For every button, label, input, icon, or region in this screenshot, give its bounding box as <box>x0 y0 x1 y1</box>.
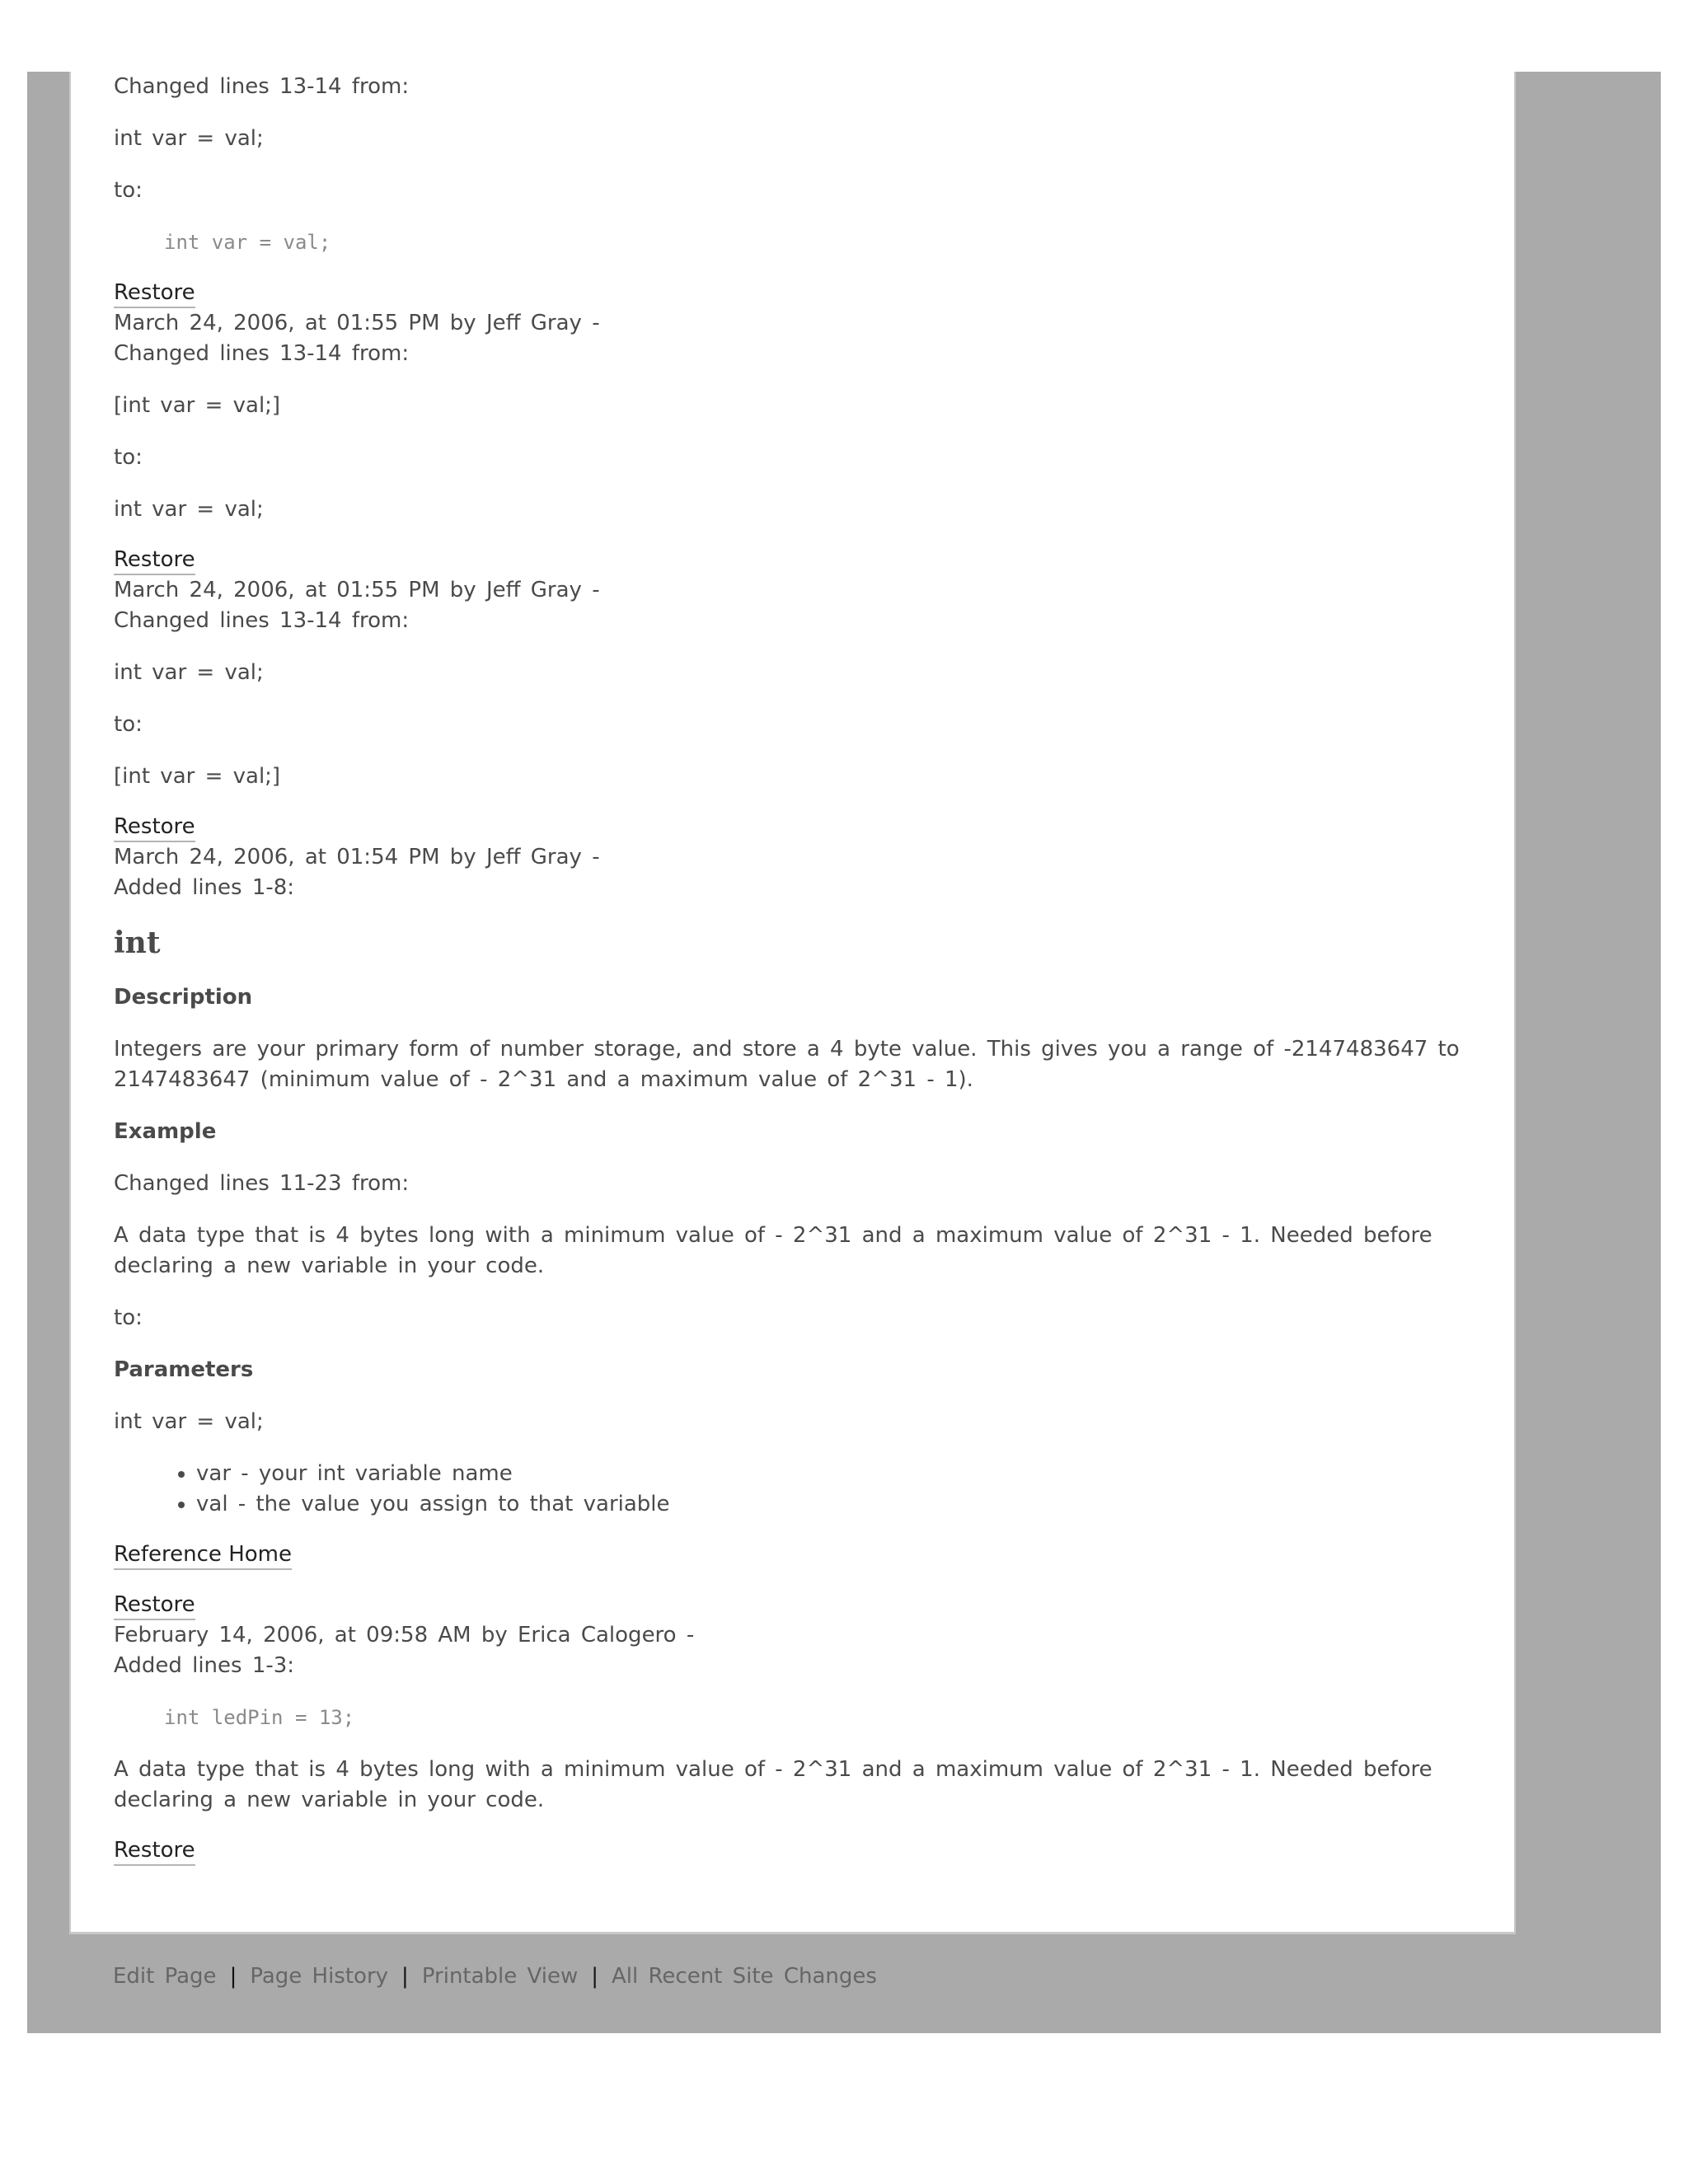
diff-from: int var = val; <box>114 660 264 685</box>
footer-separator: | <box>401 1964 409 1989</box>
entry-meta: March 24, 2006, at 01:55 PM by Jeff Gray - <box>114 311 600 335</box>
diff-to-label: to: <box>114 178 143 203</box>
description-heading: Description <box>114 985 253 1010</box>
entry-meta: March 24, 2006, at 01:55 PM by Jeff Gray - <box>114 578 600 602</box>
body-text: A data type that is 4 bytes long with a minimum value of - 2^31 and a maximum value of 2^31 - 1. Needed before declaring a new variable in your code. <box>114 1757 1432 1812</box>
restore-link[interactable]: Restore <box>114 279 195 308</box>
change-summary: Changed lines 13-14 from: <box>114 608 410 633</box>
list-item: • val - the value you assign to that variable <box>196 1489 1482 1520</box>
recent-changes-link[interactable]: All Recent Site Changes <box>612 1964 877 1989</box>
footer-links <box>113 1961 877 1992</box>
printable-view-link[interactable]: Printable View <box>421 1964 579 1989</box>
footer-separator: | <box>591 1964 599 1989</box>
reference-home-link[interactable]: Reference Home <box>114 1541 292 1570</box>
parameters-heading: Parameters <box>114 1357 254 1382</box>
history-entry <box>114 842 1482 1620</box>
diff-from: [int var = val;] <box>114 393 281 418</box>
history-entry <box>114 575 1482 842</box>
history-entry <box>114 1620 1482 1866</box>
example-heading: Example <box>114 1119 217 1144</box>
diff-to-label: to: <box>114 1305 143 1330</box>
parameter-list <box>114 1459 1482 1520</box>
diff-from: A data type that is 4 bytes long with a minimum value of - 2^31 and a maximum value of 2^31 - 1. Needed before declaring a new variable in your code. <box>114 1223 1432 1278</box>
diff-to-label: to: <box>114 712 143 737</box>
list-item: • var - your int variable name <box>196 1459 1482 1489</box>
change-summary: Changed lines 11-23 from: <box>114 1171 410 1196</box>
footer-separator: | <box>229 1964 237 1989</box>
history-entry <box>114 308 1482 575</box>
change-summary: Changed lines 13-14 from: <box>114 341 410 366</box>
restore-link[interactable]: Restore <box>114 1837 195 1866</box>
history-entry <box>114 72 1482 308</box>
page-heading: int <box>114 926 161 960</box>
content-panel <box>69 72 1516 1934</box>
diff-to-label: to: <box>114 445 143 470</box>
entry-meta: February 14, 2006, at 09:58 AM by Erica Calogero - <box>114 1623 695 1647</box>
change-summary: Changed lines 13-14 from: <box>114 74 410 99</box>
syntax-text: int var = val; <box>114 1409 264 1434</box>
restore-link[interactable]: Restore <box>114 546 195 575</box>
restore-link[interactable]: Restore <box>114 1591 195 1620</box>
change-summary: Added lines 1-8: <box>114 875 295 900</box>
description-text: Integers are your primary form of number storage, and store a 4 byte value. This gives you a range of -2147483647 to 2147483647 (minimum value of - 2^31 and a maximum value of 2^31 - 1). <box>114 1037 1460 1092</box>
history-list <box>114 72 1482 1866</box>
change-summary: Added lines 1-3: <box>114 1653 295 1678</box>
page-history-link[interactable]: Page History <box>250 1964 389 1989</box>
diff-to: int var = val; <box>114 497 264 522</box>
diff-to-code: int var = val; <box>164 231 331 254</box>
diff-from: int var = val; <box>114 126 264 151</box>
edit-page-link[interactable]: Edit Page <box>113 1964 217 1989</box>
diff-to: [int var = val;] <box>114 764 281 789</box>
restore-link[interactable]: Restore <box>114 813 195 842</box>
entry-meta: March 24, 2006, at 01:54 PM by Jeff Gray - <box>114 845 600 869</box>
code-block: int ledPin = 13; <box>164 1706 355 1729</box>
